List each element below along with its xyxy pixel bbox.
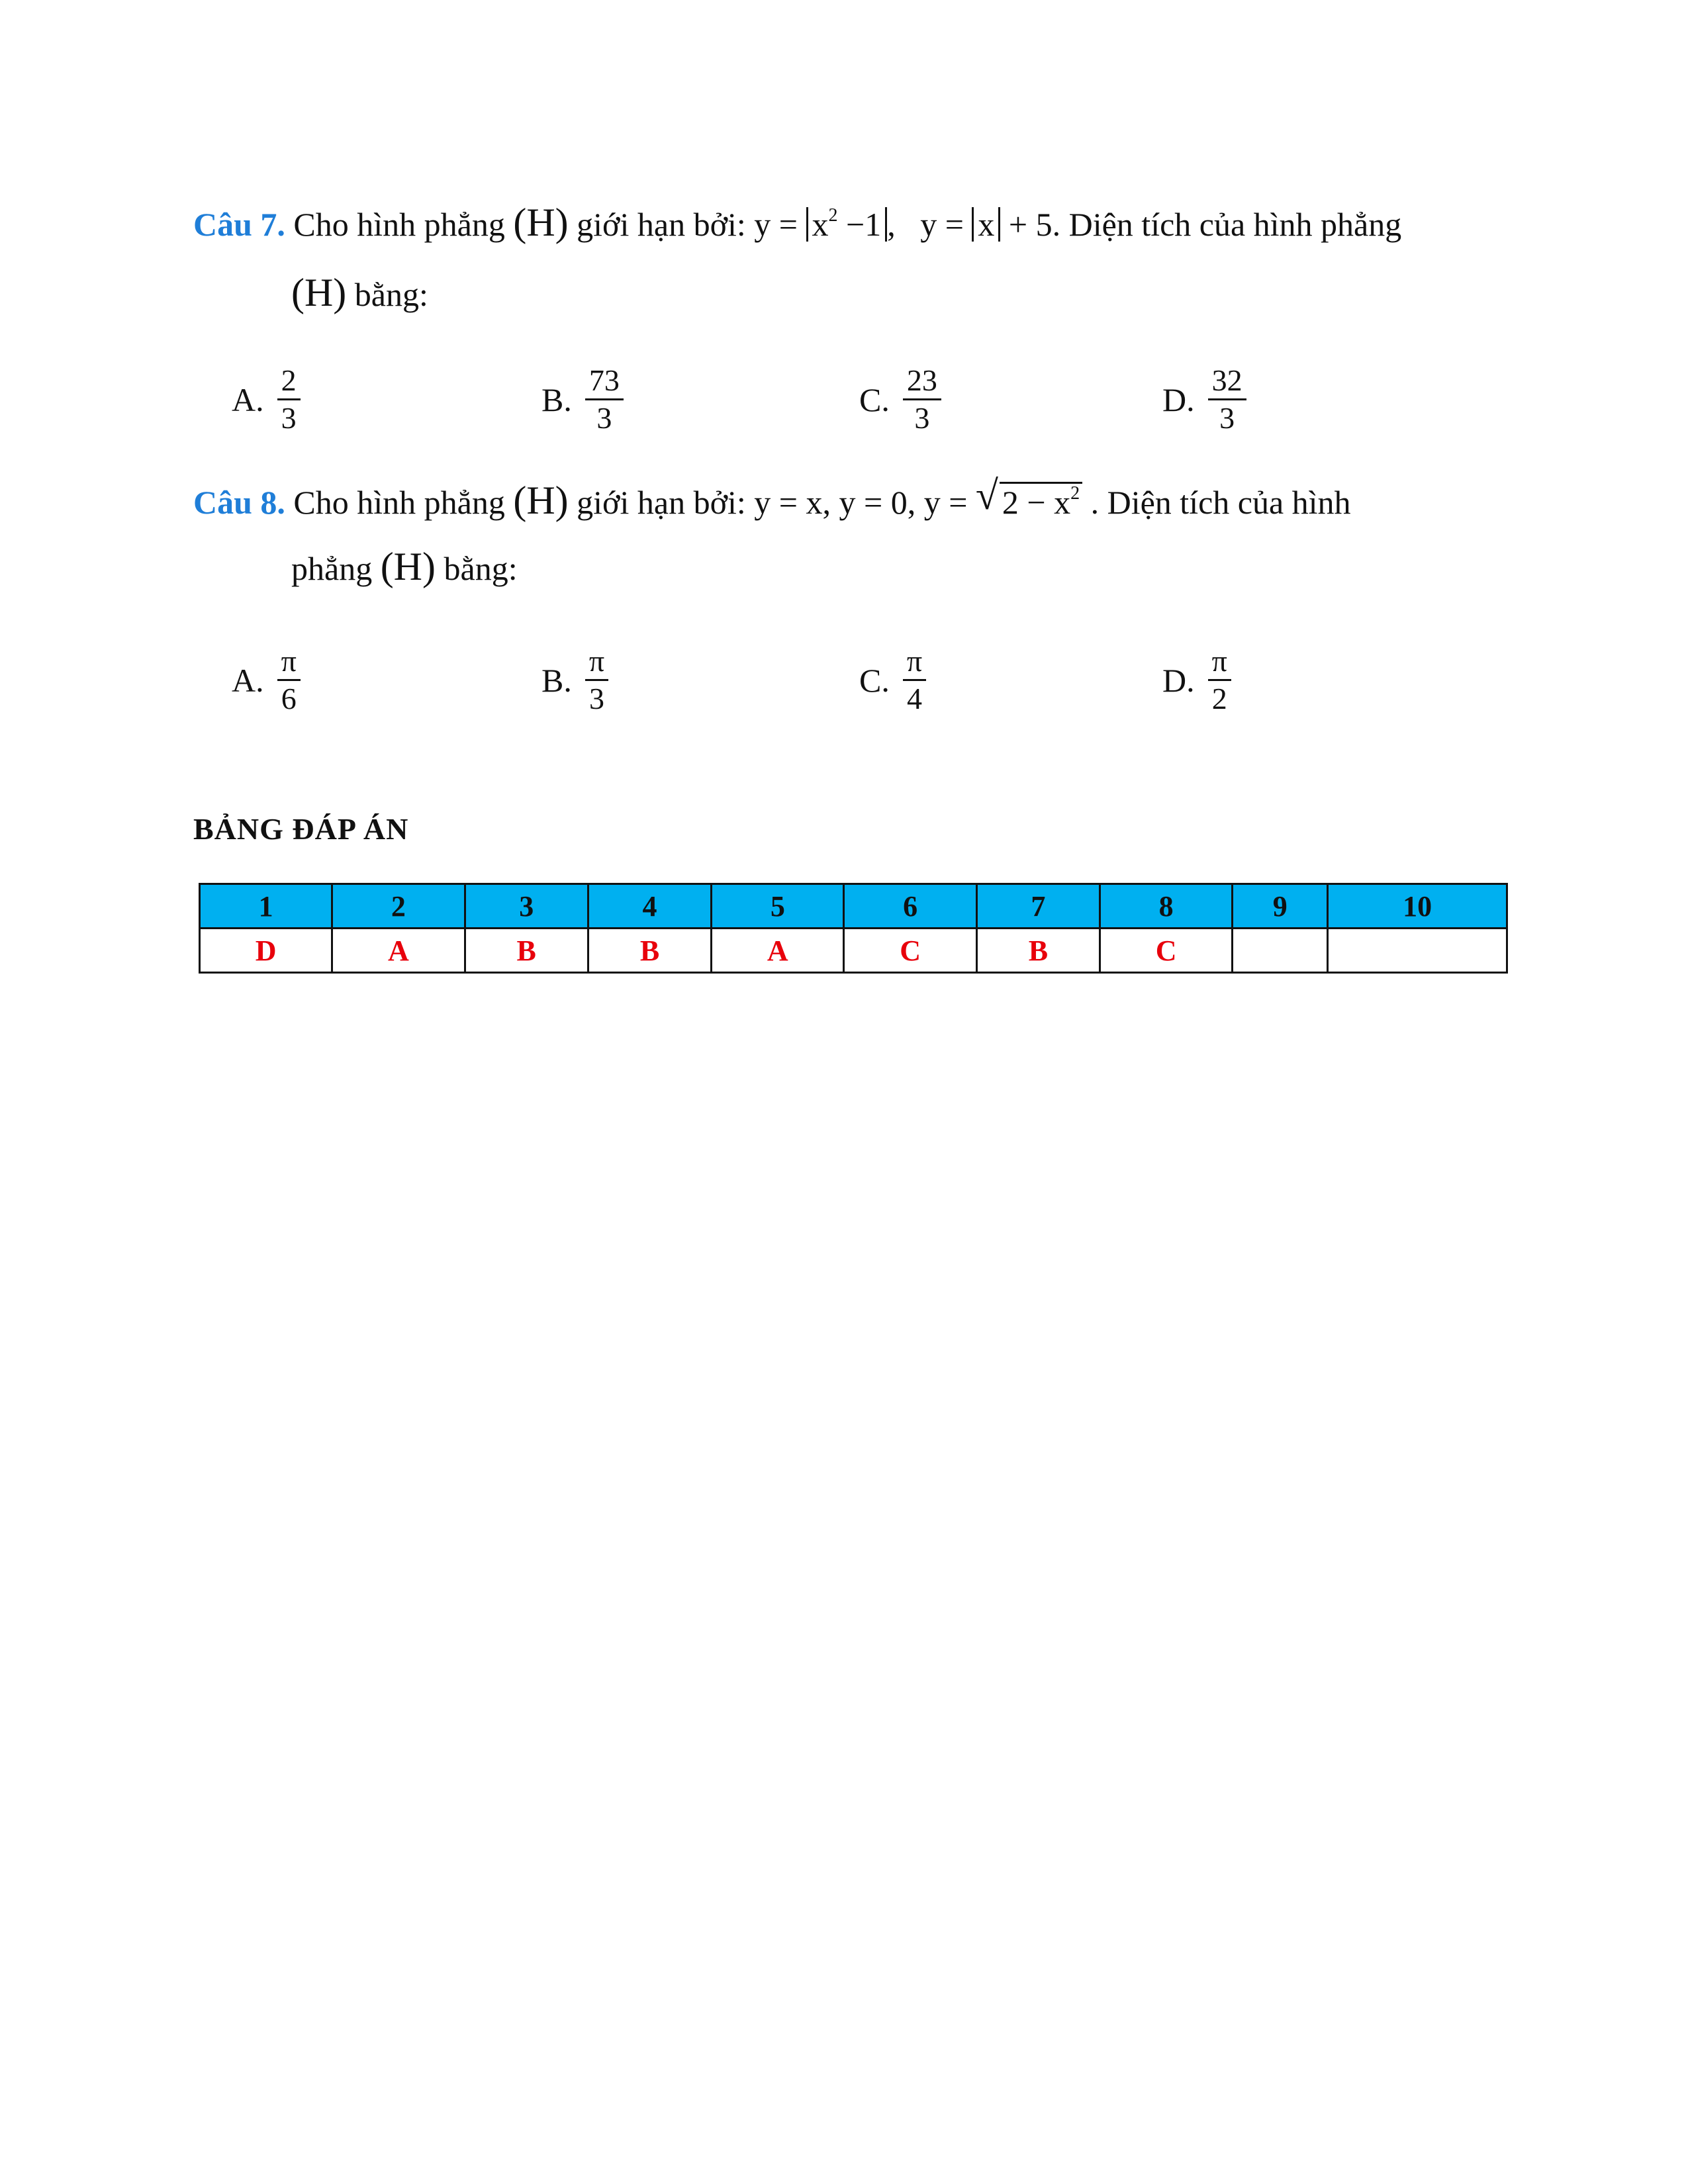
- question-8-text-2: giới hạn bởi:: [577, 484, 746, 521]
- answer-number-cell: 1: [200, 884, 332, 929]
- answer-value-cell: C: [1100, 929, 1233, 973]
- question-8-line-2-text-2: bằng:: [444, 550, 518, 587]
- option-letter: D.: [1162, 661, 1195, 699]
- question-7-equation-1: [754, 206, 904, 243]
- question-8-equation-3: [923, 473, 1091, 521]
- eq2-abs: x: [972, 207, 1000, 242]
- question-8-equation-1: y = x,: [754, 484, 831, 521]
- question-8-H: (H): [513, 478, 569, 522]
- question-7-text-2: giới hạn bởi:: [577, 206, 746, 243]
- question-7-equation-2: [920, 206, 1068, 243]
- answer-number-cell: 5: [712, 884, 844, 929]
- question-8-line-2-H: (H): [380, 545, 436, 588]
- radicand-text: 2 − x: [1002, 484, 1071, 521]
- eq1-lhs: y =: [754, 206, 798, 243]
- fraction-denominator: 3: [914, 401, 930, 435]
- fraction-denominator: 2: [1211, 682, 1227, 715]
- eq1-rest: −1: [846, 206, 882, 243]
- option-letter: B.: [541, 661, 572, 699]
- fraction-denominator: 3: [1219, 401, 1235, 435]
- fraction-numerator: 23: [903, 363, 941, 400]
- option-fraction: [585, 363, 624, 436]
- question-7-label: Câu 7.: [193, 206, 285, 243]
- option-fraction: [1208, 643, 1231, 717]
- answers-title: BẢNG ĐÁP ÁN: [193, 812, 409, 846]
- eq2-lhs: y =: [920, 206, 964, 243]
- q7-option-c: [859, 363, 941, 436]
- square-root: [975, 473, 1082, 522]
- question-7-text-1: Cho hình phẳng: [293, 206, 505, 243]
- option-letter: A.: [232, 661, 264, 699]
- q7-option-a: [232, 363, 301, 436]
- option-fraction: [277, 363, 301, 436]
- fraction-denominator: 6: [281, 682, 297, 715]
- q8-option-c: [859, 643, 926, 717]
- fraction-numerator: π: [1208, 643, 1231, 681]
- question-8-text-3: . Diện tích của hình: [1090, 484, 1351, 521]
- answer-number-cell: 8: [1100, 884, 1233, 929]
- answer-number-cell: 4: [588, 884, 711, 929]
- answer-number-cell: 9: [1233, 884, 1328, 929]
- fraction-numerator: 32: [1208, 363, 1246, 400]
- option-letter: C.: [859, 661, 890, 699]
- answer-value-cell: [1233, 929, 1328, 973]
- eq2-dot: .: [1052, 206, 1061, 243]
- answer-value-cell: B: [588, 929, 711, 973]
- question-8-text-1: Cho hình phẳng: [293, 484, 505, 521]
- question-7-text-3: Diện tích của hình phẳng: [1068, 206, 1402, 243]
- question-8-label: Câu 8.: [193, 484, 285, 521]
- q8-option-a: [232, 643, 301, 717]
- answer-number-cell: 10: [1328, 884, 1507, 929]
- option-fraction: [903, 643, 926, 717]
- option-fraction: [277, 643, 301, 717]
- option-letter: C.: [859, 381, 890, 418]
- answer-value-cell: B: [976, 929, 1100, 973]
- answer-number-cell: 6: [844, 884, 976, 929]
- eq1-exponent: 2: [828, 205, 838, 226]
- eq1-comma: ,: [887, 206, 896, 243]
- eq1-x: x: [812, 206, 829, 243]
- question-8-line-2: [291, 547, 518, 588]
- radical-sign-icon: √: [975, 473, 998, 518]
- answer-table-header-row: [200, 884, 1507, 929]
- q7-option-b: [541, 363, 624, 436]
- radicand-exponent: 2: [1070, 483, 1080, 504]
- fraction-denominator: 3: [588, 682, 604, 715]
- option-fraction: [903, 363, 941, 436]
- question-8-line-1: [193, 473, 1351, 522]
- fraction-denominator: 4: [906, 682, 922, 715]
- answer-value-cell: A: [332, 929, 465, 973]
- fraction-numerator: π: [585, 643, 608, 681]
- option-fraction: [585, 643, 608, 717]
- option-fraction: [1208, 363, 1246, 436]
- option-letter: D.: [1162, 381, 1195, 418]
- eq1-abs: [806, 207, 888, 242]
- radicand: [1000, 482, 1082, 521]
- option-letter: A.: [232, 381, 264, 418]
- question-7-H: (H): [513, 201, 569, 244]
- answer-number-cell: 3: [465, 884, 588, 929]
- answer-value-cell: C: [844, 929, 976, 973]
- answer-value-cell: B: [465, 929, 588, 973]
- fraction-denominator: 3: [281, 401, 297, 435]
- question-8-line-2-text-1: phẳng: [291, 550, 373, 587]
- fraction-numerator: π: [903, 643, 926, 681]
- question-7-line-2: [291, 273, 428, 314]
- question-7-line-2-H: (H): [291, 271, 347, 314]
- question-8-equation-2: y = 0,: [839, 484, 916, 521]
- answer-number-cell: 2: [332, 884, 465, 929]
- answer-table: [199, 883, 1508, 974]
- answer-table-value-row: [200, 929, 1507, 973]
- answer-number-cell: 7: [976, 884, 1100, 929]
- q8-option-d: [1162, 643, 1231, 717]
- option-letter: B.: [541, 381, 572, 418]
- q7-option-d: [1162, 363, 1246, 436]
- answer-value-cell: D: [200, 929, 332, 973]
- fraction-denominator: 3: [596, 401, 612, 435]
- eq2-rest: + 5: [1008, 206, 1053, 243]
- q8-option-b: [541, 643, 608, 717]
- question-7-line-2-text: bằng:: [354, 276, 428, 313]
- fraction-numerator: π: [277, 643, 301, 681]
- fraction-numerator: 2: [277, 363, 301, 400]
- eq3-lhs: y =: [923, 484, 968, 521]
- answer-value-cell: A: [712, 929, 844, 973]
- question-7-line-1: [193, 203, 1401, 244]
- answer-value-cell: [1328, 929, 1507, 973]
- fraction-numerator: 73: [585, 363, 624, 400]
